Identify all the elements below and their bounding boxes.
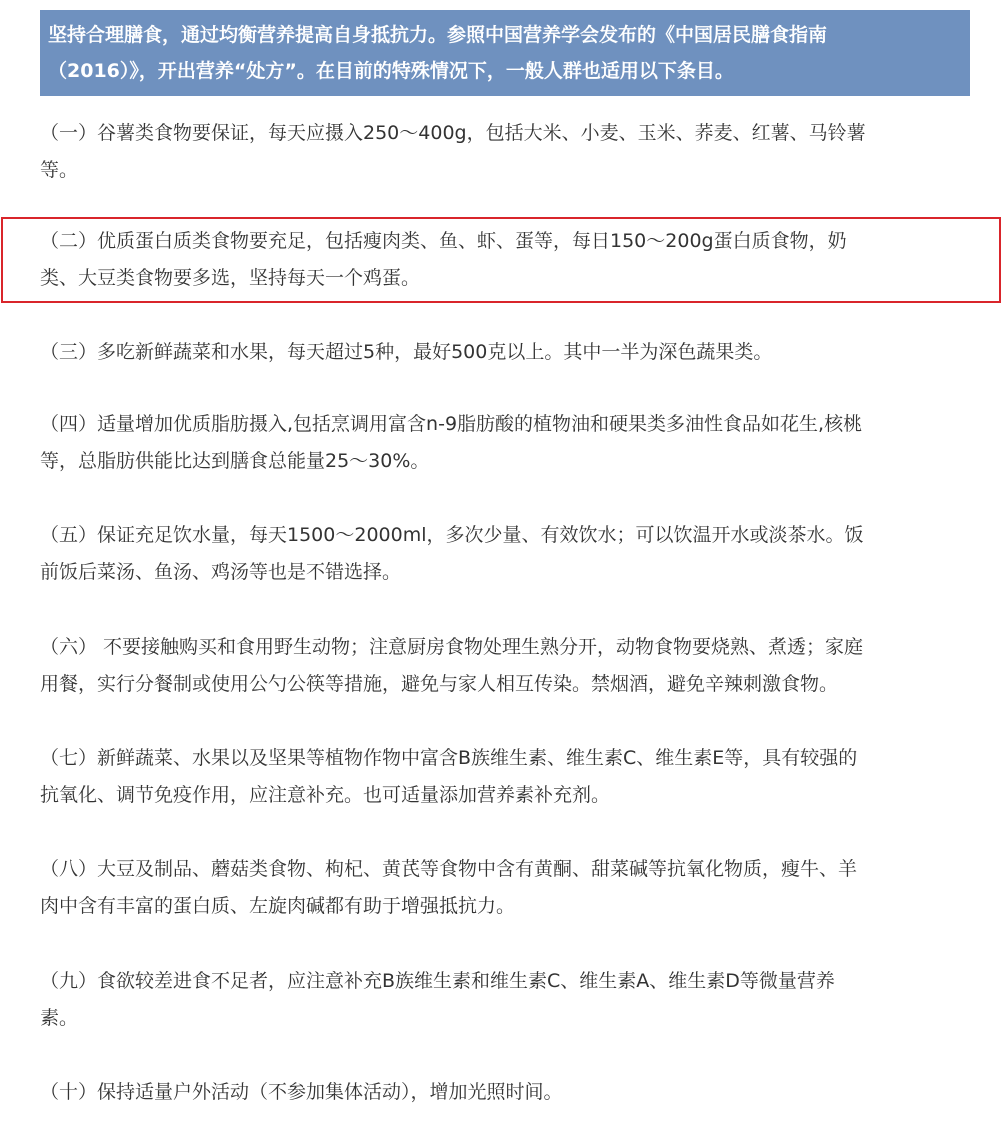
intro-banner-line: （2016）》，开出营养“处方”。在目前的特殊情况下，一般人群也适用以下条目。 (48, 60, 734, 82)
guideline-line: （九）食欲较差进食不足者，应注意补充B族维生素和维生素C、维生素A、维生素D等微量营养 (40, 970, 835, 992)
guideline-line: （三）多吃新鲜蔬菜和水果，每天超过5种，最好500克以上。其中一半为深色蔬果类。 (40, 341, 773, 363)
guideline-line: 用餐，实行分餐制或使用公勺公筷等措施，避免与家人相互传染。禁烟酒，避免辛辣刺激食物。 (40, 673, 839, 695)
guideline-line: 类、大豆类食物要多选，坚持每天一个鸡蛋。 (40, 267, 421, 289)
intro-banner (40, 10, 970, 96)
guideline-line: （一）谷薯类食物要保证，每天应摄入250～400g，包括大米、小麦、玉米、荞麦、红薯、马铃薯 (40, 122, 866, 144)
guideline-item-2 (40, 223, 975, 297)
guideline-line: （六） 不要接触购买和食用野生动物；注意厨房食物处理生熟分开，动物食物要烧熟、煮透；家庭 (40, 636, 864, 658)
guideline-item-1 (40, 115, 975, 189)
guideline-item-5 (40, 517, 975, 591)
intro-banner-line: 坚持合理膳食，通过均衡营养提高自身抵抗力。参照中国营养学会发布的《中国居民膳食指南 (48, 24, 828, 46)
guideline-line: 抗氧化、调节免疫作用，应注意补充。也可适量添加营养素补充剂。 (40, 784, 611, 806)
guideline-line: 素。 (40, 1007, 79, 1029)
guideline-line: 等。 (40, 159, 79, 181)
guideline-item-4 (40, 406, 975, 480)
guideline-line: （七）新鲜蔬菜、水果以及坚果等植物作物中富含B族维生素、维生素C、维生素E等，具有较强的 (40, 747, 858, 769)
guideline-item-7 (40, 740, 975, 814)
guideline-line: （五）保证充足饮水量，每天1500～2000ml，多次少量、有效饮水；可以饮温开水或淡茶水。饭 (40, 524, 864, 546)
guideline-line: 前饭后菜汤、鱼汤、鸡汤等也是不错选择。 (40, 561, 402, 583)
guideline-line: 等，总脂肪供能比达到膳食总能量25～30%。 (40, 450, 430, 472)
guideline-line: （八）大豆及制品、蘑菇类食物、枸杞、黄芪等食物中含有黄酮、甜菜碱等抗氧化物质，瘦牛、羊 (40, 858, 858, 880)
guideline-item-9 (40, 963, 975, 1037)
guideline-item-3 (40, 334, 975, 371)
guideline-item-10 (40, 1074, 975, 1111)
guideline-line: （十）保持适量户外活动（不参加集体活动），增加光照时间。 (40, 1081, 563, 1103)
guideline-line: （四）适量增加优质脂肪摄入,包括烹调用富含n-9脂肪酸的植物油和硬果类多油性食品如花生,核桃 (40, 413, 863, 435)
guideline-line: （二）优质蛋白质类食物要充足，包括瘦肉类、鱼、虾、蛋等，每日150～200g蛋白质食物，奶 (40, 230, 847, 252)
guideline-item-6 (40, 629, 975, 703)
guideline-item-8 (40, 851, 975, 925)
guideline-line: 肉中含有丰富的蛋白质、左旋肉碱都有助于增强抵抗力。 (40, 895, 516, 917)
